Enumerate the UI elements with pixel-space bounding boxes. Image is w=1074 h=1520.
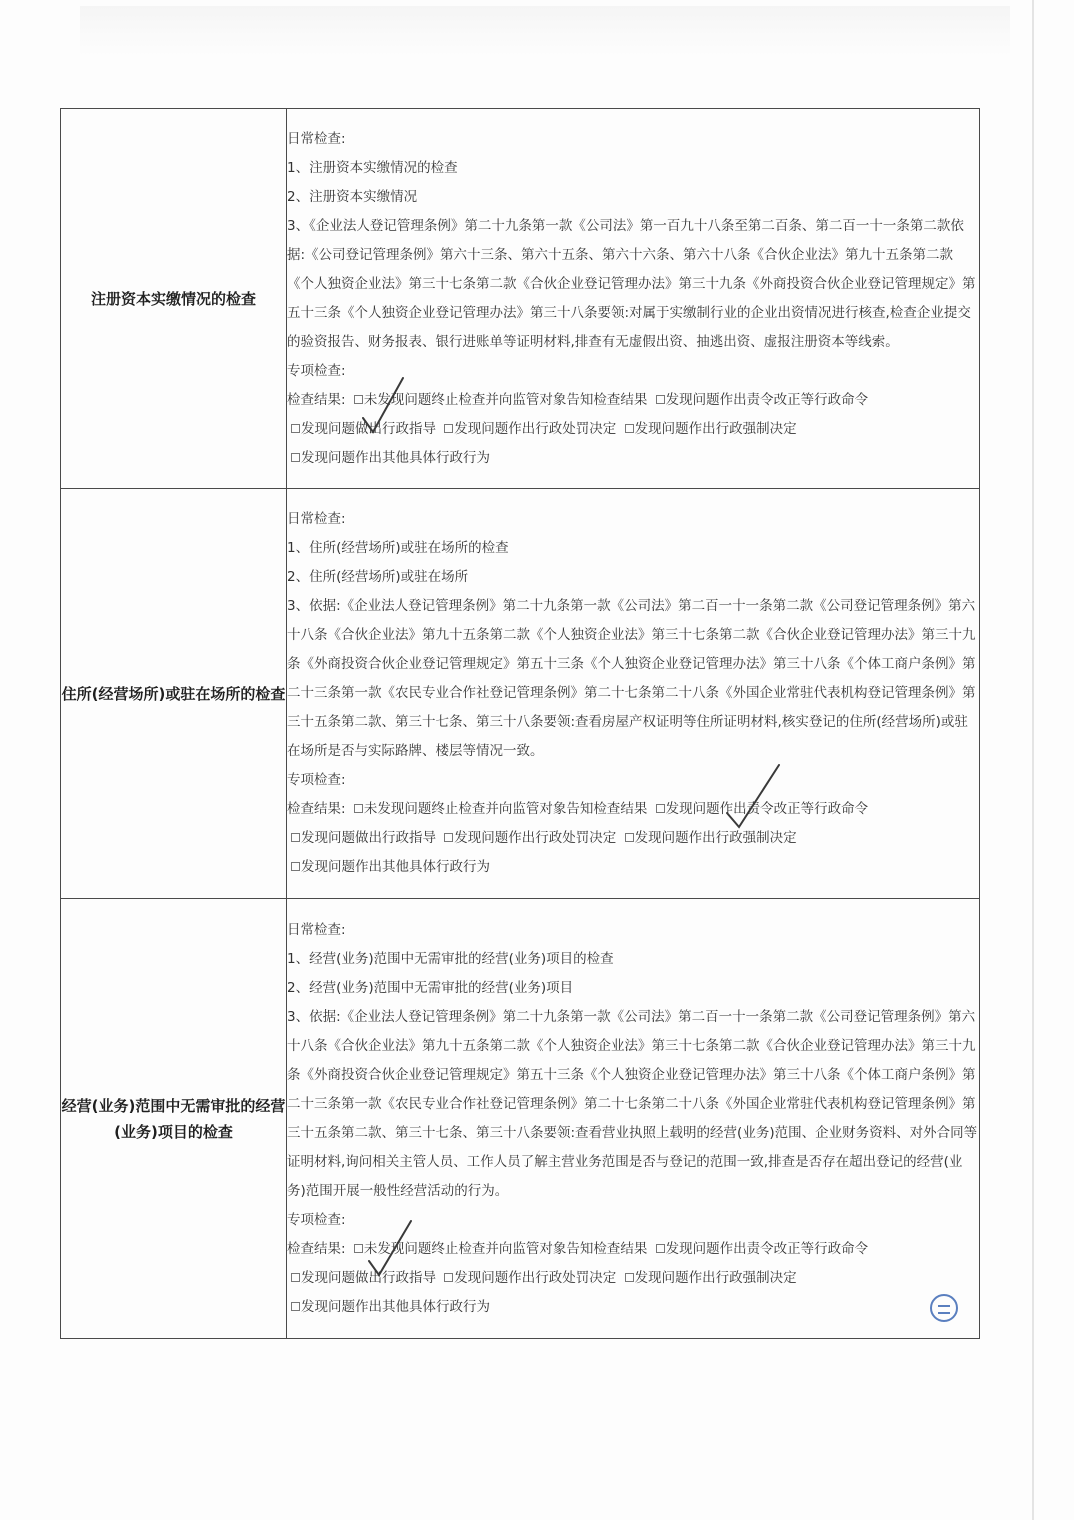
result-option-5[interactable] [621,830,797,846]
inspection-item [61,489,287,899]
basis-text: 3、依据:《企业法人登记管理条例》第二十九条第一款《公司法》第二百一十一条第二款《公司登记管理条例》第六十八条《合伙企业法》第九十五条第二款《个人独资企业法》第三十七条第二款《合伙企业登记管理办法》第三十九条《外商投资合伙企业登记管理规定》第五十三条《个人独资企业登记管理办法》第三十八条《个体工商户条例》第二十三条第一款《农民专业合作社登记管理条例》第二十七条第二十八条《外国企业常驻代表机构登记管理条例》第三十五条第二款、第三十七条、第三十八条要领:查看房屋产权证明等住所证明材料,核实登记的住所(经营场所)或驻在场所是否与实际路牌、楼层等情况一致。 [287,598,976,759]
option-label: 发现问题作出行政强制决定 [634,1269,797,1286]
checkbox[interactable] [625,424,634,433]
option-label: 发现问题作出责令改正等行政命令 [665,801,869,817]
result-options [287,1235,979,1322]
result-option-6[interactable] [287,859,490,875]
checkbox[interactable] [354,1244,363,1253]
option-label: 发现问题做出行政指导 [301,830,436,846]
basis-text: 3、依据:《企业法人登记管理条例》第二十九条第一款《公司法》第二百一十一条第二款《公司登记管理条例》第六十八条《合伙企业法》第九十五条第二款《个人独资企业法》第三十七条第二款《合伙企业登记管理办法》第三十九条《外商投资合伙企业登记管理规定》第五十三条《个人独资企业登记管理办法》第三十八条《个体工商户条例》第二十三条第一款《农民专业合作社登记管理条例》第二十七条第二十八条《外国企业常驻代表机构登记管理条例》第三十五条第二款、第三十七条、第三十八条要领:查看营业执照上载明的经营(业务)范围、企业财务资料、对外合同等证明材料,询问相关主管人员、工作人员了解主营业务范围是否与登记的范围一致,排查是否存在超出登记的经营(业务)范围开展一般性经营活动的行为。 [287,1008,978,1199]
result-option-3[interactable] [287,421,436,437]
result-options [287,386,979,473]
result-option-4[interactable] [440,1270,616,1286]
option-label: 发现问题做出行政指导 [301,420,436,437]
routine-check-label: 日常检查: [287,511,346,527]
result-option-4[interactable] [440,421,616,437]
special-check-label: 专项检查: [287,772,346,788]
inspection-item [61,109,287,489]
option-label: 发现问题作出行政处罚决定 [454,1269,617,1286]
result-option-4[interactable] [440,830,616,846]
checkbox[interactable] [291,453,300,462]
routine-line-2: 2、住所(经营场所)或驻在场所 [287,569,469,585]
inspection-detail [287,489,980,899]
checkbox[interactable] [291,1273,300,1282]
checkbox[interactable] [444,833,453,842]
checkbox[interactable] [354,395,363,404]
routine-check-label: 日常检查: [287,130,346,147]
checkbox[interactable] [656,1244,665,1253]
result-label: 检查结果: [287,801,346,817]
result-option-1[interactable] [350,1241,648,1257]
option-label: 发现问题作出行政强制决定 [634,830,797,846]
checkbox[interactable] [444,1273,453,1282]
option-label: 发现问题作出责令改正等行政命令 [665,391,869,408]
option-label: 发现问题作出其他具体行政行为 [301,449,490,466]
checkbox[interactable] [291,1302,300,1311]
special-check-label: 专项检查: [287,1211,346,1228]
inspection-table [60,108,980,1339]
result-label: 检查结果: [287,1240,346,1257]
result-option-2[interactable] [652,1241,869,1257]
result-option-5[interactable] [621,1270,797,1286]
routine-line-1: 1、注册资本实缴情况的检查 [287,159,458,176]
table-row [61,489,980,899]
checkbox[interactable] [291,424,300,433]
inspection-detail [287,899,980,1339]
inspection-detail [287,109,980,489]
option-label: 发现问题作出行政处罚决定 [454,420,617,437]
routine-line-2: 2、经营(业务)范围中无需审批的经营(业务)项目 [287,979,574,996]
checkbox[interactable] [625,833,634,842]
scan-smudge [80,6,1010,56]
routine-line-2: 2、注册资本实缴情况 [287,188,418,205]
checkbox[interactable] [656,395,665,404]
result-option-5[interactable] [621,421,797,437]
inspection-item-label: 注册资本实缴情况的检查 [90,289,256,308]
option-label: 未发现问题终止检查并向监管对象告知检查结果 [363,1240,648,1257]
option-label: 发现问题做出行政指导 [301,1269,436,1286]
special-check-label: 专项检查: [287,362,346,379]
inspection-item-label: 经营(业务)范围中无需审批的经营(业务)项目的检查 [61,1096,286,1141]
result-option-1[interactable] [350,801,648,817]
result-options [287,795,979,882]
routine-check-label: 日常检查: [287,921,346,938]
option-label: 发现问题作出责令改正等行政命令 [665,1240,869,1257]
option-label: 未发现问题终止检查并向监管对象告知检查结果 [363,801,648,817]
option-label: 发现问题作出行政强制决定 [634,420,797,437]
routine-line-1: 1、经营(业务)范围中无需审批的经营(业务)项目的检查 [287,950,614,967]
scan-edge [1032,0,1034,1520]
option-label: 发现问题作出其他具体行政行为 [301,1298,490,1315]
checkbox[interactable] [291,833,300,842]
result-option-1[interactable] [350,392,648,408]
result-option-2[interactable] [652,392,869,408]
basis-text: 3、《企业法人登记管理条例》第二十九条第一款《公司法》第一百九十八条至第二百条、第二百一十一条第二款依据:《公司登记管理条例》第六十三条、第六十五条、第六十六条、第六十八条《合伙企业法》第九十五条第二款《个人独资企业法》第三十七条第二款《合伙企业登记管理办法》第三十九条《外商投资合伙企业登记管理规定》第五十三条《个人独资企业登记管理办法》第三十八条要领:对属于实缴制行业的企业出资情况进行核查,检查企业提交的验资报告、财务报表、银行进账单等证明材料,排查有无虚假出资、抽逃出资、虚报注册资本等线索。 [287,217,976,350]
checkbox[interactable] [625,1273,634,1282]
table-row [61,109,980,489]
inspection-item-label: 住所(经营场所)或驻在场所的检查 [61,684,286,703]
result-option-6[interactable] [287,450,490,466]
checkbox[interactable] [444,424,453,433]
stamp-icon [930,1294,958,1322]
checkbox[interactable] [656,804,665,813]
result-option-3[interactable] [287,1270,436,1286]
checkbox[interactable] [291,862,300,871]
routine-line-1: 1、住所(经营场所)或驻在场所的检查 [287,540,509,556]
option-label: 发现问题作出行政处罚决定 [454,830,617,846]
inspection-item [61,899,287,1339]
option-label: 发现问题作出其他具体行政行为 [301,859,490,875]
result-label: 检查结果: [287,391,346,408]
option-label: 未发现问题终止检查并向监管对象告知检查结果 [363,391,648,408]
result-option-6[interactable] [287,1299,490,1315]
result-option-3[interactable] [287,830,436,846]
result-option-2[interactable] [652,801,869,817]
table-row [61,899,980,1339]
checkbox[interactable] [354,804,363,813]
